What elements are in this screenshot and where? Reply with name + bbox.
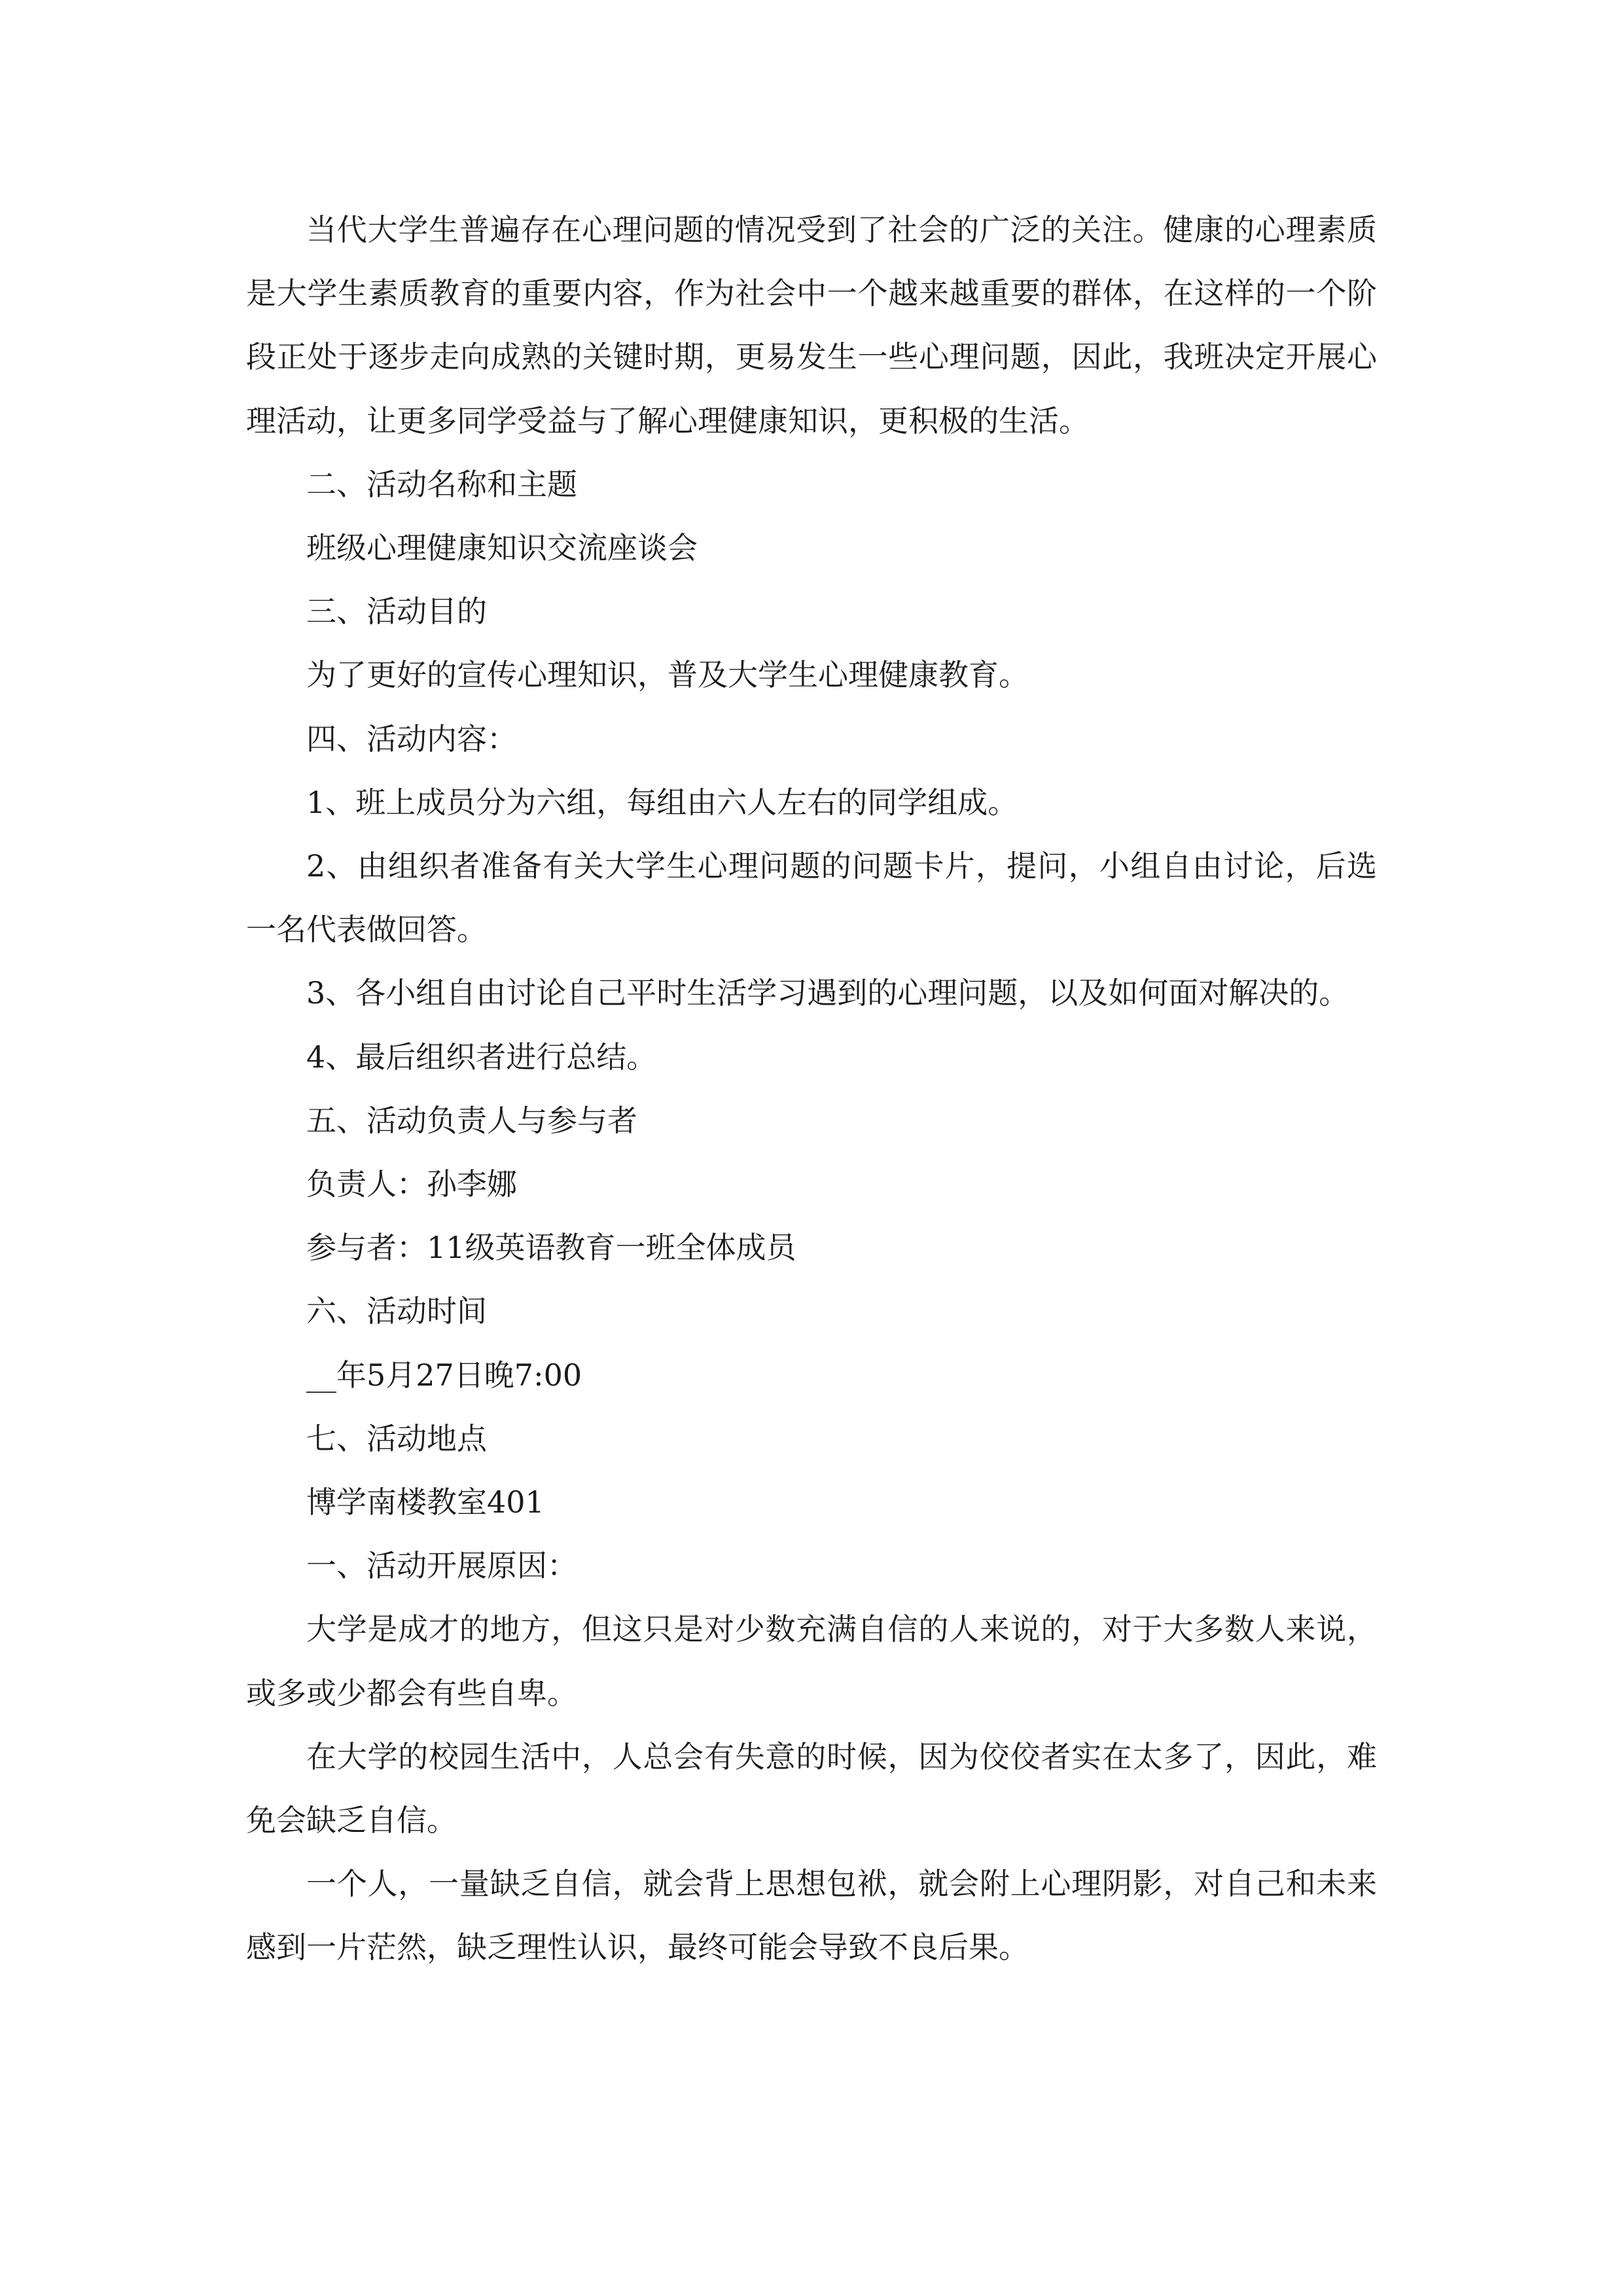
list-item: 1、班上成员分为六组，每组由六人左右的同学组成。: [306, 784, 1018, 820]
paragraph: 参与者：11级英语教育一班全体成员: [306, 1230, 796, 1266]
paragraph: 一个人，一量缺乏自信，就会背上思想包袱，就会附上心理阴影，对自己和未来感到一片茫然，缺乏理性认识，最终可能会导致不良后果。: [246, 1866, 1377, 1965]
paragraph: 为了更好的宣传心理知识，普及大学生心理健康教育。: [306, 657, 1029, 693]
section-heading: 七、活动地点: [306, 1420, 487, 1456]
section-heading: 四、活动内容：: [306, 721, 517, 757]
paragraph: __年5月27日晚7:00: [306, 1357, 582, 1393]
document-body: [246, 198, 1377, 1980]
paragraph: 班级心理健康知识交流座谈会: [306, 530, 698, 566]
paragraph: 在大学的校园生活中，人总会有失意的时候，因为佼佼者实在太多了，因此，难免会缺乏自信。: [246, 1738, 1377, 1839]
section-heading: 六、活动时间: [306, 1293, 487, 1329]
paragraph: 博学南楼教室401: [306, 1484, 544, 1520]
list-item: 3、各小组自由讨论自己平时生活学习遇到的心理问题，以及如何面对解决的。: [306, 975, 1349, 1011]
list-item: 2、由组织者准备有关大学生心理问题的问题卡片，提问，小组自由讨论，后选一名代表做回答。: [246, 848, 1377, 948]
list-item: 4、最后组织者进行总结。: [306, 1039, 657, 1075]
paragraph: 负责人：孙李娜: [306, 1166, 517, 1202]
paragraph: 当代大学生普遍存在心理问题的情况受到了社会的广泛的关注。健康的心理素质是大学生素质教育的重要内容，作为社会中一个越来越重要的群体，在这样的一个阶段正处于逐步走向成熟的关键时期，更易发生一些心理问题，因此，我班决定开展心理活动，让更多同学受益与了解心理健康知识，更积极的生活。: [246, 212, 1377, 439]
section-heading: 五、活动负责人与参与者: [306, 1102, 637, 1138]
section-heading: 一、活动开展原因：: [306, 1548, 577, 1584]
section-heading: 二、活动名称和主题: [306, 466, 577, 502]
section-heading: 三、活动目的: [306, 594, 487, 630]
paragraph: 大学是成才的地方，但这只是对少数充满自信的人来说的，对于大多数人来说，或多或少都会有些自卑。: [246, 1611, 1377, 1711]
